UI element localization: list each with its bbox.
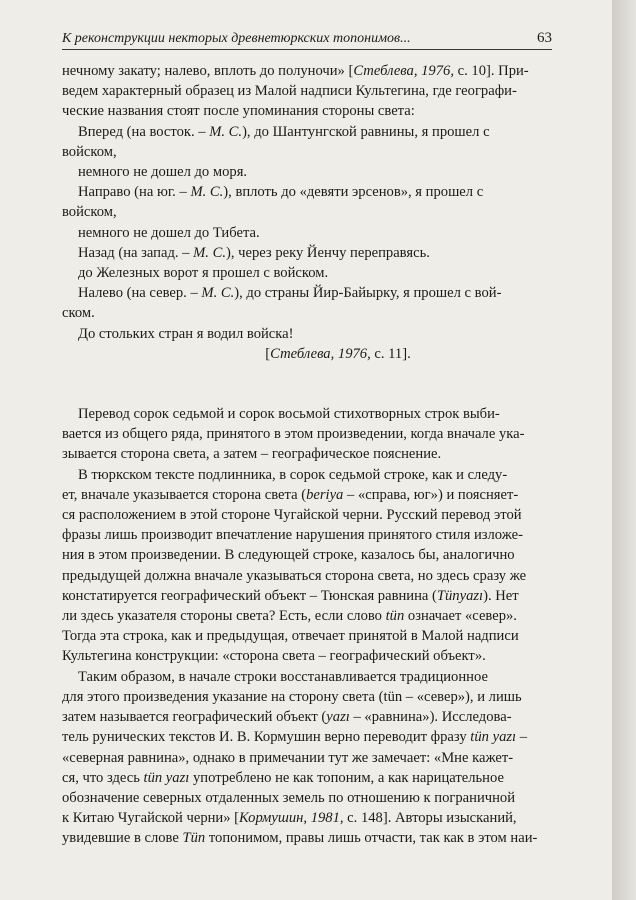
verse-line: До стольких стран я водил войска! <box>78 325 294 342</box>
verse-line: Налево (на север. – М. С.), до страны Йир-Байырку, я прошел с вой- <box>78 285 502 302</box>
verse-line: немного не дошел до Тибета. <box>78 224 260 241</box>
text-line: констатируется географический объект – Тюнская равнина (Tünyazı). Нет <box>62 587 519 604</box>
text-line: вается из общего ряда, принятого в этом произведении, когда вначале ука- <box>62 426 525 443</box>
page-body <box>62 61 554 849</box>
text-line: фразы лишь производит впечатление нарушения принятого стиля изложе- <box>62 527 523 544</box>
text-line: зывается сторона света, а затем – географическое пояснение. <box>62 446 442 463</box>
verse-line: ском. <box>62 305 95 322</box>
text-line: увидевшие в слове Tün топонимом, правы лишь отчасти, так как в этом наи- <box>62 830 538 847</box>
verse-line: до Железных ворот я прошел с войском. <box>78 265 329 282</box>
text-line: к Китаю Чугайской черни» [Кормушин, 1981, с. 148]. Авторы изысканий, <box>62 810 517 827</box>
text-line: ния в этом произведении. В следующей строке, казалось бы, аналогично <box>62 547 515 564</box>
text-line: ли здесь указателя стороны света? Есть, если слово tün означает «север». <box>62 608 517 625</box>
verse-line: Вперед (на восток. – М. С.), до Шантунгской равнины, я прошел с <box>78 123 490 140</box>
text-line: предыдущей должна вначале указываться сторона света, но здесь сразу же <box>62 567 527 584</box>
text-line: ся расположением в этой стороне Чугайской черни. Русский перевод этой <box>62 507 522 524</box>
verse-line: войском, <box>62 204 117 221</box>
verse-line: войском, <box>62 143 117 160</box>
text-line: Тогда эта строка, как и предыдущая, отвечает принятой в Малой надписи <box>62 628 519 645</box>
page-edge <box>612 0 636 900</box>
section-gap <box>62 364 554 404</box>
page-number: 63 <box>537 30 552 46</box>
text-line: тель рунических текстов И. В. Кормушин верно переводит фразу tün yazı – <box>62 729 528 746</box>
verse-line: Направо (на юг. – М. С.), вплоть до «девяти эрсенов», я прошел с <box>78 184 484 201</box>
running-header <box>62 30 552 50</box>
text-line: для этого произведения указание на сторону света (tün – «север»), и лишь <box>62 688 522 705</box>
text-line: «северная равнина», однако в примечании тут же замечает: «Мне кажет- <box>62 749 514 766</box>
verse-line: немного не дошел до моря. <box>78 164 248 181</box>
text-line: ет, вначале указывается сторона света (beriya – «справа, юг») и поясняет- <box>62 486 519 503</box>
text-line: Культегина конструкции: «сторона света – географический объект». <box>62 648 486 665</box>
text-line: В тюркском тексте подлинника, в сорок седьмой строке, как и следу- <box>78 466 508 483</box>
text-line: нечному закату; налево, вплоть до полуночи» [Стеблева, 1976, с. 10]. При- <box>62 63 529 79</box>
text-line: обозначение северных отдаленных земель по отношению к пограничной <box>62 789 516 806</box>
text-line: Таким образом, в начале строки восстанавливается традиционное <box>78 668 488 685</box>
running-title: К реконструкции некторых древнетюркских топонимов... <box>62 31 411 46</box>
citation: [Стеблева, 1976, с. 11]. <box>265 345 411 362</box>
text-line: затем называется географический объект (yazı – «равнина»). Исследова- <box>62 709 512 726</box>
verse-line: Назад (на запад. – М. С.), через реку Йенчу переправясь. <box>78 244 430 261</box>
text-line: ческие названия стоят после упоминания стороны света: <box>62 103 415 120</box>
text-line: ся, что здесь tün yazı употреблено не как топоним, а как нарицательное <box>62 769 504 786</box>
text-line: ведем характерный образец из Малой надписи Культегина, где географи- <box>62 83 517 100</box>
text-line: Перевод сорок седьмой и сорок восьмой стихотворных строк выби- <box>78 406 500 423</box>
